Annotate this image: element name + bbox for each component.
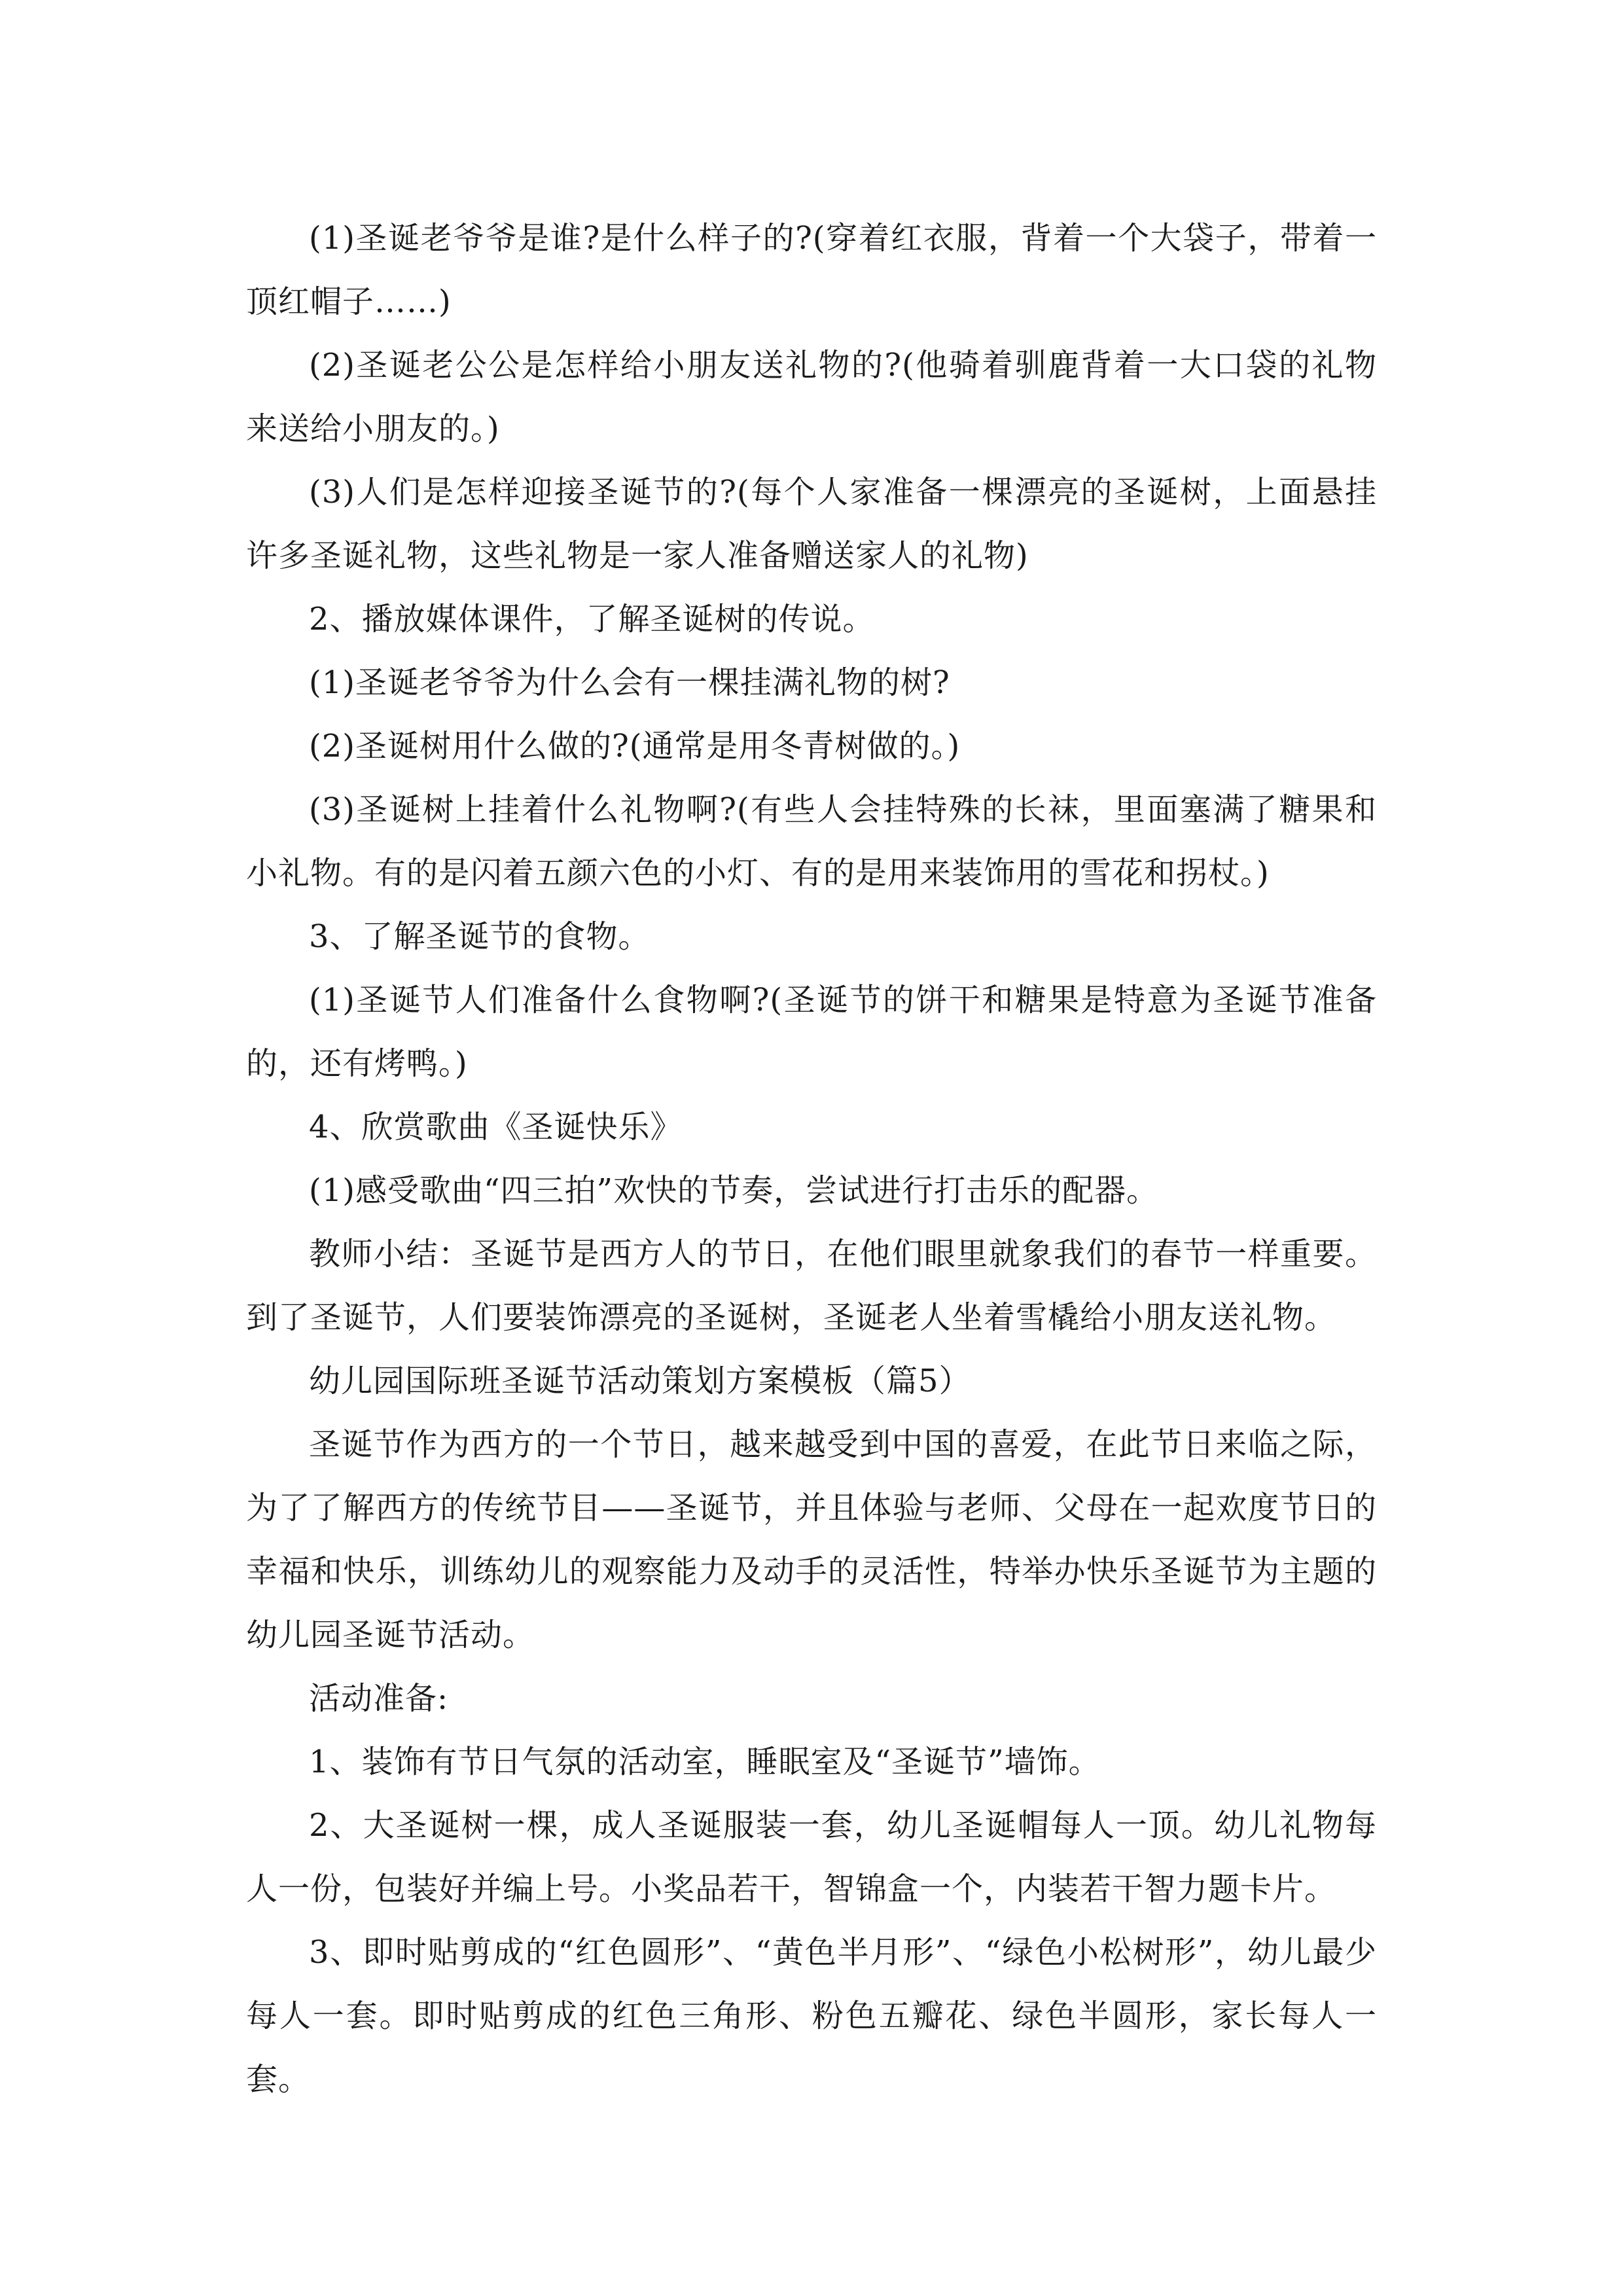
- paragraph: 圣诞节作为西方的一个节日，越来越受到中国的喜爱，在此节日来临之际，为了了解西方的传统节目——圣诞节，并且体验与老师、父母在一起欢度节日的幸福和快乐，训练幼儿的观察能力及动手的灵活性，特举办快乐圣诞节为主题的幼儿园圣诞节活动。: [246, 1426, 1377, 1653]
- document-title: 幼儿园国际班圣诞节活动策划方案模板（篇5）: [309, 1363, 971, 1399]
- paragraph: (2)圣诞老公公是怎样给小朋友送礼物的?(他骑着驯鹿背着一大口袋的礼物来送给小朋友的。): [246, 347, 1377, 447]
- paragraph: (1)圣诞老爷爷是谁?是什么样子的?(穿着红衣服，背着一个大袋子，带着一顶红帽子……): [246, 220, 1377, 320]
- paragraph: (1)圣诞老爷爷为什么会有一棵挂满礼物的树?: [309, 664, 950, 701]
- paragraph: 2、大圣诞树一棵，成人圣诞服装一套，幼儿圣诞帽每人一顶。幼儿礼物每人一份，包装好并编上号。小奖品若干，智锦盒一个，内装若干智力题卡片。: [246, 1807, 1377, 1907]
- section-heading: 3、了解圣诞节的食物。: [309, 918, 651, 955]
- paragraph: (1)圣诞节人们准备什么食物啊?(圣诞节的饼干和糖果是特意为圣诞节准备的，还有烤鸭。): [246, 982, 1377, 1082]
- section-heading: 4、欣赏歌曲《圣诞快乐》: [309, 1109, 683, 1145]
- paragraph: (3)人们是怎样迎接圣诞节的?(每个人家准备一棵漂亮的圣诞树，上面悬挂许多圣诞礼物，这些礼物是一家人准备赠送家人的礼物): [246, 474, 1377, 574]
- paragraph: 1、装饰有节日气氛的活动室，睡眠室及“圣诞节”墙饰。: [309, 1744, 1101, 1780]
- section-heading: 活动准备:: [309, 1680, 449, 1717]
- section-heading: 2、播放媒体课件，了解圣诞树的传说。: [309, 601, 875, 637]
- paragraph: 教师小结：圣诞节是西方人的节日，在他们眼里就象我们的春节一样重要。到了圣诞节，人们要装饰漂亮的圣诞树，圣诞老人坐着雪橇给小朋友送礼物。: [246, 1236, 1377, 1336]
- paragraph: (2)圣诞树用什么做的?(通常是用冬青树做的。): [309, 728, 961, 764]
- paragraph: 3、即时贴剪成的“红色圆形”、“黄色半月形”、“绿色小松树形”，幼儿最少每人一套。即时贴剪成的红色三角形、粉色五瓣花、绿色半圆形，家长每人一套。: [246, 1934, 1377, 2098]
- paragraph: (3)圣诞树上挂着什么礼物啊?(有些人会挂特殊的长袜，里面塞满了糖果和小礼物。有的是闪着五颜六色的小灯、有的是用来装饰用的雪花和拐杖。): [246, 791, 1377, 891]
- document-body: [246, 207, 1377, 2111]
- paragraph: (1)感受歌曲“四三拍”欢快的节奏，尝试进行打击乐的配器。: [309, 1172, 1159, 1209]
